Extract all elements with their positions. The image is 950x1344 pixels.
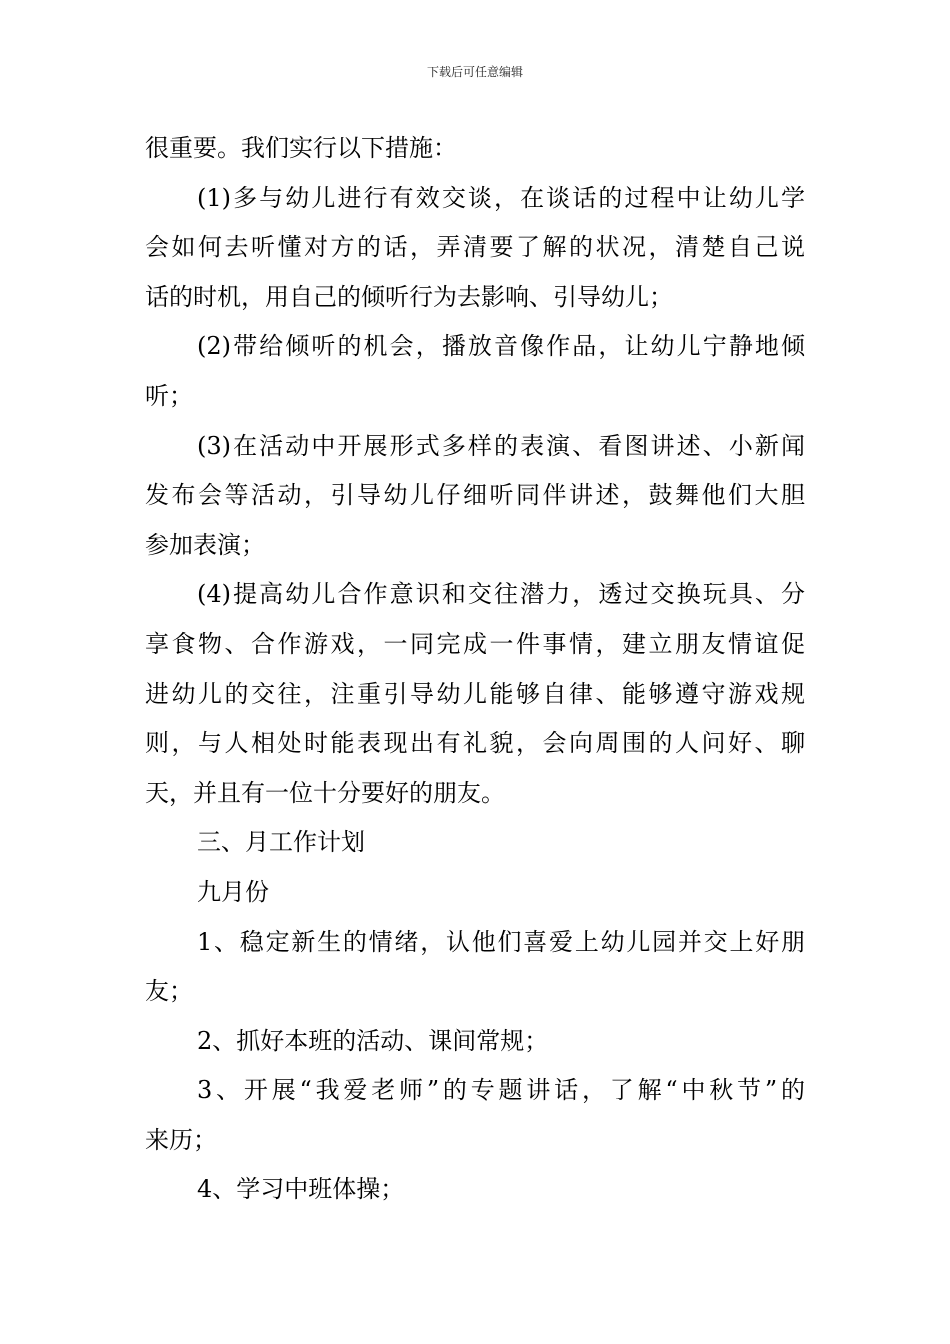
body-text: [145, 124, 805, 1215]
text-line: (2)带给倾听的机会，播放音像作品，让幼儿宁静地倾: [197, 332, 805, 361]
text-line: 话的时机，用自己的倾听行为去影响、引导幼儿；: [145, 282, 673, 311]
text-line: 1、稳定新生的情绪，认他们喜爱上幼儿园并交上好朋: [197, 927, 805, 956]
text-line: 3、开展“我爱老师”的专题讲话，了解“中秋节”的: [197, 1076, 805, 1105]
text-line: 来历；: [145, 1125, 217, 1154]
text-line: 4、学习中班体操；: [197, 1175, 405, 1204]
text-line: 会如何去听懂对方的话，弄清要了解的状况，清楚自己说: [145, 233, 805, 262]
text-line: 听；: [145, 381, 193, 410]
text-line: 友；: [145, 977, 193, 1006]
text-line: 则，与人相处时能表现出有礼貌，会向周围的人问好、聊: [145, 729, 805, 758]
text-line: 参加表演；: [145, 530, 265, 559]
text-line: (4)提高幼儿合作意识和交往潜力，透过交换玩具、分: [197, 580, 805, 609]
text-line: 发布会等活动，引导幼儿仔细听同伴讲述，鼓舞他们大胆: [145, 481, 805, 510]
text-line: 进幼儿的交往，注重引导幼儿能够自律、能够遵守游戏规: [145, 679, 805, 708]
text-line: 九月份: [197, 877, 269, 906]
text-line: (3)在活动中开展形式多样的表演、看图讲述、小新闻: [197, 431, 805, 460]
text-line: 三、月工作计划: [197, 828, 365, 857]
text-line: 2、抓好本班的活动、课间常规；: [197, 1026, 549, 1055]
text-line: 享食物、合作游戏，一同完成一件事情，建立朋友情谊促: [145, 629, 805, 658]
text-line: 天，并且有一位十分要好的朋友。: [145, 778, 505, 807]
header-note: 下载后可任意编辑: [426, 65, 523, 79]
text-line: (1)多与幼儿进行有效交谈，在谈话的过程中让幼儿学: [197, 183, 805, 212]
text-line: 很重要。我们实行以下措施：: [145, 134, 457, 162]
